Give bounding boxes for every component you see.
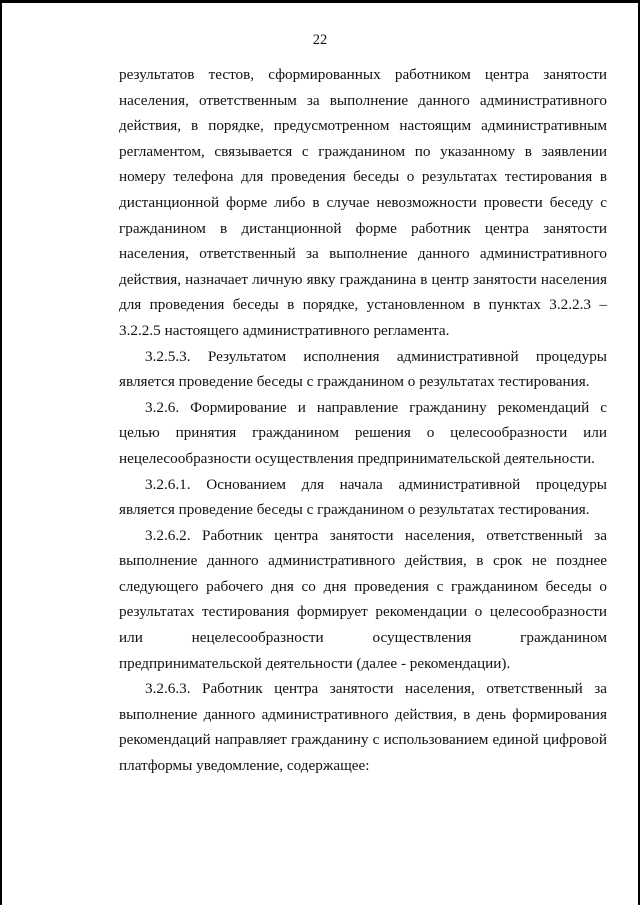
paragraph-3-2-6-1: 3.2.6.1. Основанием для начала административной процедуры является проведение беседы с гражданином о результатах тестирования. [119,475,607,519]
paragraph-3-2-5-3: 3.2.5.3. Результатом исполнения административной процедуры является проведение беседы с гражданином о результатах тестирования. [119,347,607,391]
paragraph-3-2-6: 3.2.6. Формирование и направление гражданину рекомендаций с целью принятия гражданином решения о целесообразности или нецелесообразности осуществления предпринимательской деятельности. [119,398,607,467]
document-body [119,62,607,779]
page-number: 22 [312,32,328,48]
paragraph-continuation: результатов тестов, сформированных работником центра занятости населения, ответственным за выполнение данного административного действия, в порядке, предусмотренном настоящим административным регламентом, связывается с гражданином по указанному в заявлении номеру телефона для проведения беседы о результатах тестирования в дистанционной форме либо в случае невозможности провести беседу с гражданином в дистанционной форме работник центра занятости населения, ответственный за выполнение данного административного действия, назначает личную явку гражданина в центр занятости населения для проведения беседы в порядке, установленном в пунктах 3.2.2.3 – 3.2.2.5 настоящего административного регламента. [119,66,607,339]
scan-edge-top [0,0,640,3]
scan-edge-left [0,0,2,905]
paragraph-3-2-6-2: 3.2.6.2. Работник центра занятости населения, ответственный за выполнение данного административного действия, в срок не позднее следующего рабочего дня со дня проведения с гражданином беседы о результатах тестирования формирует рекомендации о целесообразности или нецелесообразности осуществления гражданином предпринимательской деятельности (далее - рекомендации). [119,526,607,672]
paragraph-3-2-6-3: 3.2.6.3. Работник центра занятости населения, ответственный за выполнение данного административного действия, в день формирования рекомендаций направляет гражданину с использованием единой цифровой платформы уведомление, содержащее: [119,680,607,775]
